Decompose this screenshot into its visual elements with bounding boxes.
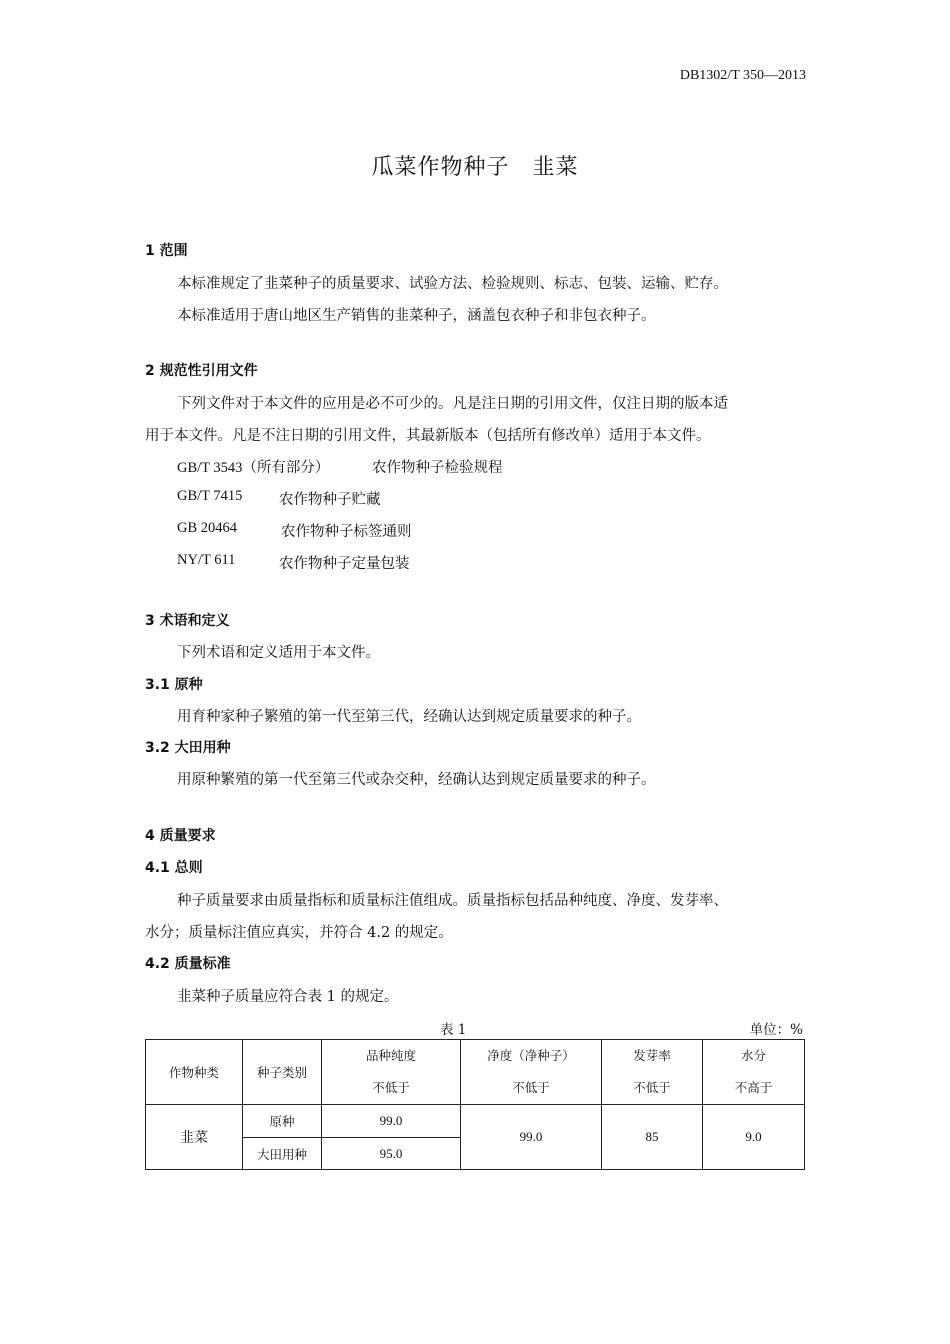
cell-purity: 99.0	[322, 1105, 461, 1138]
header-purity-label: 品种纯度	[365, 1048, 416, 1063]
section-1-para-1: 本标准规定了韭菜种子的质量要求、试验方法、检验规则、标志、包装、运输、贮存。	[177, 276, 728, 292]
header-category: 种子类别	[243, 1040, 322, 1105]
table-caption: 表 1	[440, 1022, 467, 1038]
reference-code: GB 20464	[177, 520, 238, 536]
table-header-row	[146, 1040, 805, 1105]
header-cleanliness-sub: 不低于	[512, 1080, 550, 1095]
header-purity	[322, 1040, 461, 1105]
document-title: 瓜菜作物种子 韭菜	[371, 155, 579, 180]
header-germination-sub: 不低于	[633, 1080, 671, 1095]
section-3-para: 下列术语和定义适用于本文件。	[177, 645, 380, 661]
term-3-2-heading: 3.2 大田用种	[145, 740, 231, 756]
section-2-para-line-1: 下列文件对于本文件的应用是必不可少的。凡是注日期的引用文件，仅注日期的版本适	[177, 396, 728, 412]
reference-title: 农作物种子标签通则	[281, 524, 412, 540]
header-moisture	[703, 1040, 805, 1105]
header-moisture-sub: 不高于	[734, 1080, 773, 1095]
reference-code: NY/T 611	[177, 552, 236, 568]
section-2-para-line-2: 用于本文件。凡是不注日期的引用文件，其最新版本（包括所有修改单）适用于本文件。	[145, 428, 711, 444]
reference-title: 农作物种子贮藏	[279, 492, 381, 508]
reference-code: GB/T 3543（所有部分）	[177, 460, 330, 476]
cell-category: 原种	[243, 1105, 322, 1138]
section-2-heading: 2 规范性引用文件	[145, 363, 258, 379]
section-4-2-para: 韭菜种子质量应符合表 1 的规定。	[177, 989, 399, 1005]
section-4-1-para-line-1: 种子质量要求由质量指标和质量标注值组成。质量指标包括品种纯度、净度、发芽率、	[177, 893, 728, 909]
section-1-para-2: 本标准适用于唐山地区生产销售的韭菜种子，涵盖包衣种子和非包衣种子。	[177, 308, 656, 324]
section-1-heading: 1 范围	[145, 243, 188, 259]
header-cleanliness-label: 净度（净种子）	[487, 1048, 575, 1063]
cell-germination: 85	[602, 1105, 703, 1170]
reference-item	[177, 552, 410, 572]
reference-item	[177, 456, 503, 477]
reference-item	[177, 488, 381, 508]
table-row	[146, 1105, 805, 1138]
section-4-2-heading: 4.2 质量标准	[145, 956, 231, 972]
reference-code: GB/T 7415	[177, 488, 243, 504]
header-germination	[602, 1040, 703, 1105]
header-purity-sub: 不低于	[372, 1080, 410, 1095]
reference-item	[177, 520, 412, 540]
cell-cleanliness: 99.0	[461, 1105, 602, 1170]
cell-moisture: 9.0	[703, 1105, 805, 1170]
reference-title: 农作物种子检验规程	[372, 460, 503, 476]
section-4-1-para-line-2: 水分；质量标注值应真实，并符合 4.2 的规定。	[145, 925, 453, 941]
header-cleanliness	[461, 1040, 602, 1105]
table-unit: 单位：%	[749, 1022, 803, 1038]
term-3-1-heading: 3.1 原种	[145, 677, 203, 693]
header-germination-label: 发芽率	[633, 1048, 671, 1063]
section-4-1-heading: 4.1 总则	[145, 860, 203, 876]
term-3-1-definition: 用育种家种子繁殖的第一代至第三代，经确认达到规定质量要求的种子。	[177, 709, 641, 725]
cell-crop: 韭菜	[146, 1105, 243, 1170]
cell-purity: 95.0	[322, 1138, 461, 1170]
standard-code: DB1302/T 350—2013	[679, 68, 806, 83]
section-3-heading: 3 术语和定义	[145, 613, 230, 629]
reference-title: 农作物种子定量包装	[279, 556, 410, 572]
section-4-heading: 4 质量要求	[145, 828, 216, 844]
header-crop: 作物种类	[146, 1040, 243, 1105]
quality-table	[145, 1039, 805, 1170]
cell-category: 大田用种	[243, 1138, 322, 1170]
header-moisture-label: 水分	[740, 1048, 766, 1063]
term-3-2-definition: 用原种繁殖的第一代至第三代或杂交种，经确认达到规定质量要求的种子。	[177, 772, 656, 788]
